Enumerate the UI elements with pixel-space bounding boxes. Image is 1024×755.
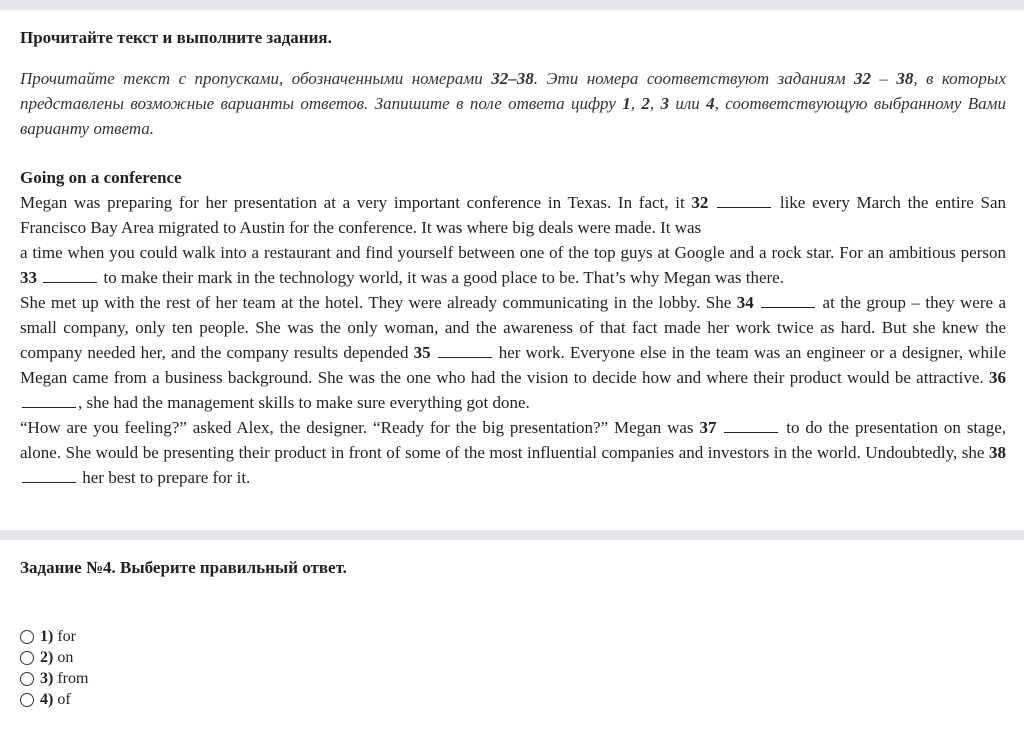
option-3[interactable] (20, 668, 88, 689)
instruction-text: Прочитайте текст с пропусками, обозначенными номерами 32–38. Эти номера соответствуют заданиям 32 – 38, в которых представлены возможные варианты ответов. Запишите в поле ответа цифру 1, 2, 3 или 4, соответствующую выбранному Вами варианту ответа. (20, 69, 1007, 138)
paragraph-2: a time when you could walk into a restaurant and find yourself between one of the top guys at Google and a rock star. For an ambitious person 33 to make their mark in the technology world, it was a good place to be. That’s why Megan was there. (20, 243, 1006, 287)
option-number: 3) (40, 669, 54, 687)
gap-blank-38 (22, 468, 76, 483)
option-4[interactable] (20, 689, 88, 710)
answer-options (20, 626, 88, 710)
option-label: for (57, 627, 76, 645)
gap-number-37: 37 (699, 418, 717, 437)
gap-blank-37 (724, 418, 778, 433)
option-number: 4) (40, 690, 54, 708)
gap-number-35: 35 (413, 343, 431, 362)
gap-number-33: 33 (20, 268, 37, 287)
option-label: of (57, 690, 71, 708)
gap-blank-35 (438, 343, 492, 358)
option-1[interactable] (20, 626, 88, 647)
task-title: Задание №4. Выберите правильный ответ. (20, 558, 347, 577)
option-label: from (57, 669, 89, 687)
gap-number-32: 32 (691, 193, 709, 212)
section-divider (0, 530, 1024, 540)
option-number: 2) (40, 648, 54, 666)
paragraph-4: “How are you feeling?” asked Alex, the designer. “Ready for the big presentation?” Megan was 37 to do the presentation on stage, alone. She would be presenting their product in front of some of the most influential companies and investors in the world. Undoubtedly, she 38 her best to prepare for it. (20, 418, 1006, 487)
gap-blank-33 (43, 268, 97, 283)
page-header: Прочитайте текст и выполните задания. (20, 28, 332, 47)
option-2[interactable] (20, 647, 88, 668)
gap-number-34: 34 (736, 293, 754, 312)
gap-number-38: 38 (989, 443, 1006, 462)
gap-number-36: 36 (989, 368, 1006, 387)
radio-button-icon[interactable] (20, 672, 34, 686)
top-bar (0, 0, 1024, 10)
text-title: Going on a conference (20, 168, 182, 187)
gap-blank-36 (22, 393, 76, 408)
option-number: 1) (40, 627, 54, 645)
reading-text (20, 165, 1006, 490)
radio-button-icon[interactable] (20, 630, 34, 644)
gap-blank-34 (761, 293, 815, 308)
paragraph-1: Megan was preparing for her presentation at a very important conference in Texas. In fact, it 32 like every March the entire San Francisco Bay Area migrated to Austin for the conference. It was where big deals were made. It was (20, 193, 1007, 237)
radio-button-icon[interactable] (20, 693, 34, 707)
radio-button-icon[interactable] (20, 651, 34, 665)
option-label: on (57, 648, 74, 666)
gap-blank-32 (717, 193, 771, 208)
paragraph-3: She met up with the rest of her team at the hotel. They were already communicating in the lobby. She 34 at the group – they were a small company, only ten people. She was the only woman, and the awareness of that fact made her work twice as hard. But she knew the company needed her, and the company results depended 35 her work. Everyone else in the team was an engineer or a designer, while Megan came from a business background. She was the one who had the vision to decide how and where their product would be attractive. 36 , she had the management skills to make sure everything got done. (20, 293, 1007, 412)
